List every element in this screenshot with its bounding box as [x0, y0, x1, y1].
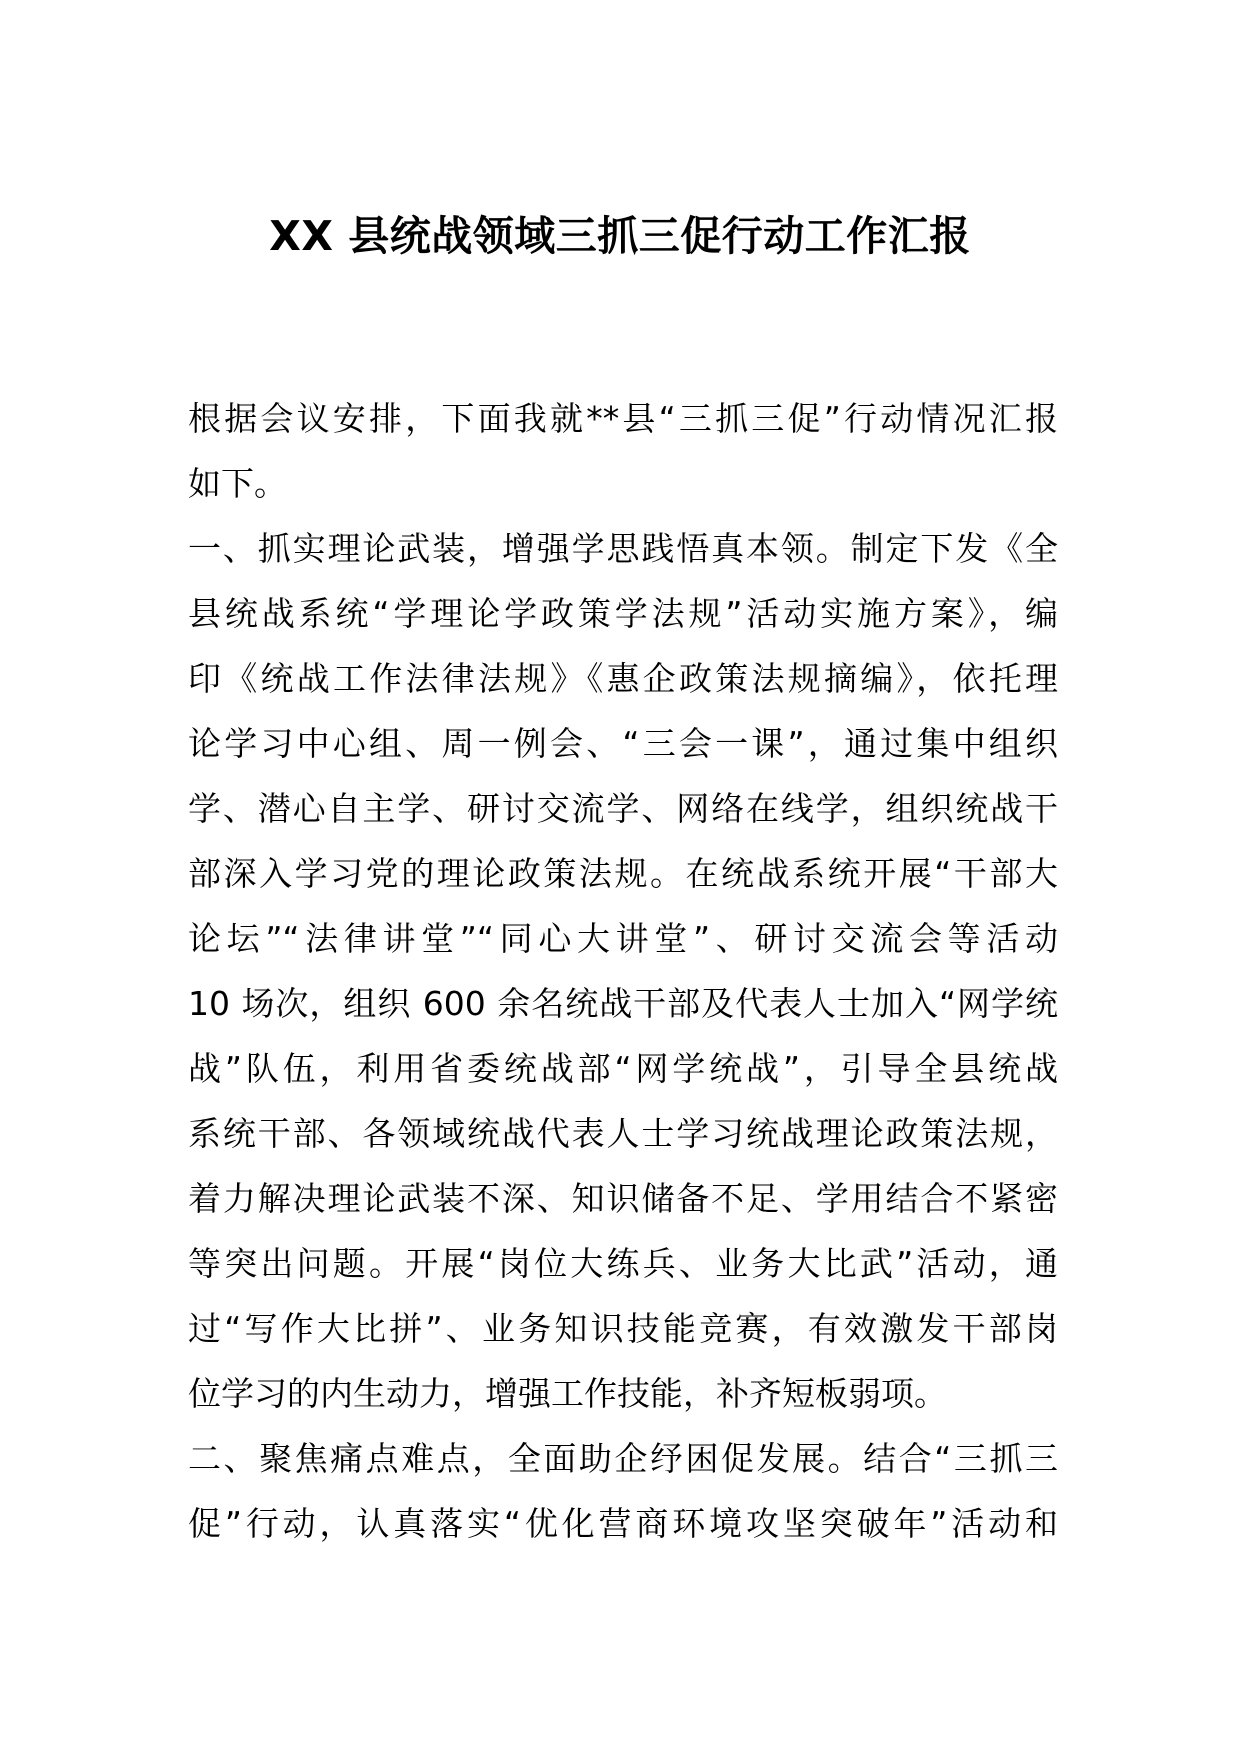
text-line: 促”行动，认真落实“优化营商环境攻坚突破年”活动和: [188, 1504, 1058, 1543]
text-line: 印《统战工作法律法规》《惠企政策法规摘编》，依托理: [188, 659, 1058, 698]
text-line: 系统干部、各领域统战代表人士学习统战理论政策法规，: [188, 1114, 1058, 1153]
text-line: 学、潜心自主学、研讨交流学、网络在线学，组织统战干: [188, 789, 1058, 828]
text-line: 过“写作大比拼”、业务知识技能竞赛，有效激发干部岗: [188, 1309, 1058, 1348]
text-line: 10 场次，组织 600 余名统战干部及代表人士加入“网学统: [188, 984, 1058, 1023]
text-line: 一、抓实理论武装，增强学思践悟真本领。制定下发《全: [188, 529, 1058, 568]
text-line: 着力解决理论武装不深、知识储备不足、学用结合不紧密: [188, 1179, 1058, 1218]
document-title: XX 县统战领域三抓三促行动工作汇报: [269, 212, 971, 260]
text-line: 根据会议安排，下面我就**县“三抓三促”行动情况汇报: [188, 399, 1058, 438]
text-line: 论坛”“法律讲堂”“同心大讲堂”、研讨交流会等活动: [188, 919, 1058, 958]
text-line: 等突出问题。开展“岗位大练兵、业务大比武”活动，通: [188, 1244, 1058, 1283]
text-line: 部深入学习党的理论政策法规。在统战系统开展“干部大: [188, 854, 1058, 893]
text-line: 如下。: [188, 464, 287, 503]
text-line: 论学习中心组、周一例会、“三会一课”，通过集中组织: [188, 724, 1058, 763]
text-line: 位学习的内生动力，增强工作技能，补齐短板弱项。: [188, 1374, 947, 1413]
text-line: 二、聚焦痛点难点，全面助企纾困促发展。结合“三抓三: [188, 1439, 1058, 1478]
document-body: [188, 386, 1058, 1556]
text-line: 战”队伍，利用省委统战部“网学统战”，引导全县统战: [188, 1049, 1058, 1088]
text-line: 县统战系统“学理论学政策学法规”活动实施方案》，编: [188, 594, 1058, 633]
